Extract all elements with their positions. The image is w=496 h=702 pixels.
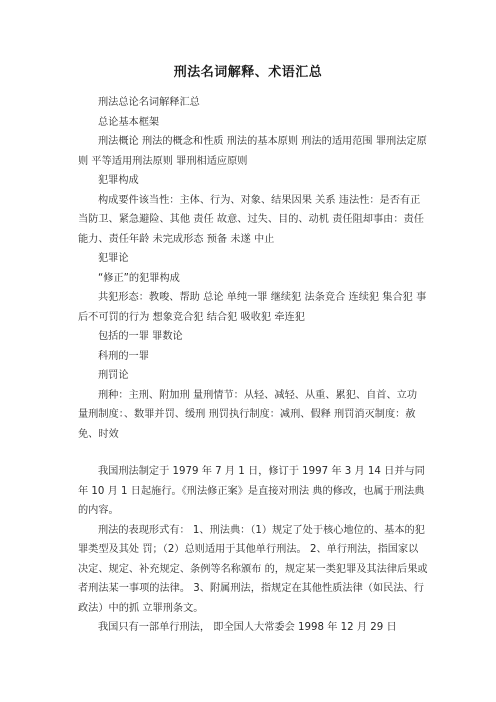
outline-paragraph: 刑法概论 刑法的概念和性质 刑法的基本原则 刑法的适用范围 罪刑法定原则 平等适用刑法原则 罪刑相适应原则 — [78, 136, 427, 167]
document-title: 刑法名词解释、术语汇总 — [173, 65, 323, 80]
section-gap — [78, 444, 428, 462]
body-paragraph: 刑法的表现形式有： 1、刑法典：（1）规定了处于核心地位的、基本的犯罪类型及其处 罚；（2）总则适用于其他单行刑法。 2、单行刑法，指国家以决定、规定、补充规定、条例等名称颁布 的，规定某一类犯罪及其法律后果或者刑法某一事项的法律。 3、附属刑法，指规定在其他性质法律（如民法、行政法）中的抓 立罪刑条文。 — [78, 524, 428, 614]
outline-line: 包括的一罪 罪数论 — [98, 331, 183, 342]
outline-line: 总论基本框架 — [98, 116, 160, 128]
body-paragraph: 我国只有一部单行刑法， 即全国人大常委会 1998 年 12 月 29 日 — [98, 622, 397, 633]
body-paragraph: 我国刑法制定于 1979 年 7 月 1 日，修订于 1997 年 3 月 14 日并与同年 10 月 1 日起施行。《刑法修正案》是直接对刑法 典的修改，也属于刑法典的内容。 — [78, 466, 425, 516]
outline-paragraph: 共犯形态：教唆、帮助 总论 单纯一罪 继续犯 法条竞合 连续犯 集合犯 事后不可罚的行为 想象竞合犯 结合犯 吸收犯 牵连犯 — [78, 292, 427, 323]
outline-line: 犯罪构成 — [98, 175, 139, 186]
outline-paragraph: 构成要件该当性：主体、行为、对象、结果因果 关系 违法性：是否有正当防卫、紧急避险、其他 责任 故意、过失、目的、动机 责任阻却事由：责任能力、责任年龄 未完成形态 预备 未遂 中止 — [78, 194, 424, 245]
outline-line: 刑罚论 — [98, 370, 129, 381]
outline-line: 犯罪论 — [98, 253, 129, 264]
outline-line: 刑法总论名词解释汇总 — [98, 97, 200, 108]
document-content — [78, 93, 428, 638]
outline-paragraph: 刑种：主刑、附加刑 量刑情节：从轻、减轻、从重、累犯、自首、立功 量刑制度：、数罪并罚、缓刑 刑罚执行制度：减刑、假释 刑罚消灭制度：赦免、时效 — [78, 389, 418, 440]
outline-line: 科刑的一罪 — [98, 350, 149, 362]
outline-line: “修正”的犯罪构成 — [98, 272, 180, 284]
